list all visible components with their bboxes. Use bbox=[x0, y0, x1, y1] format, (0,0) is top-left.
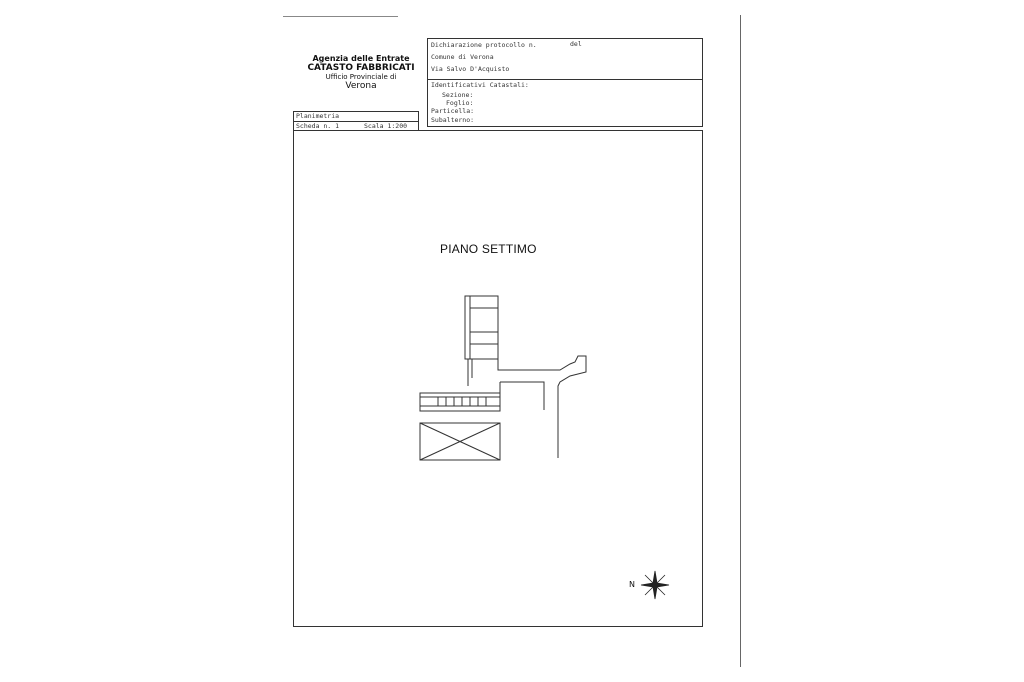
scan-mark-right-edge bbox=[740, 15, 741, 667]
cadastral-ids-title: Identificativi Catastali: bbox=[431, 81, 529, 89]
balcony-railing bbox=[420, 393, 500, 411]
comune-label: Comune di Verona bbox=[431, 53, 494, 61]
declaration-divider bbox=[428, 79, 702, 80]
scala-label: Scala 1:200 bbox=[364, 122, 408, 130]
scan-mark-top bbox=[283, 16, 398, 17]
office-city: Verona bbox=[345, 81, 377, 91]
north-label: N bbox=[629, 580, 635, 589]
floor-plan-drawing bbox=[410, 290, 600, 465]
planimetria-box bbox=[293, 111, 419, 131]
sezione-label: Sezione: bbox=[442, 91, 474, 99]
floor-title: PIANO SETTIMO bbox=[440, 242, 537, 256]
registry-name: CATASTO FABBRICATI bbox=[307, 63, 415, 73]
planimetria-label: Planimetria bbox=[296, 112, 340, 120]
agency-name: Agenzia delle Entrate bbox=[312, 54, 410, 63]
protocol-label: Dichiarazione protocollo n. bbox=[431, 41, 537, 49]
subalterno-label: Subalterno: bbox=[431, 116, 475, 124]
declaration-box bbox=[427, 38, 703, 127]
particella-label: Particella: bbox=[431, 107, 475, 115]
via-label: Via Salvo D'Acquisto bbox=[431, 65, 510, 73]
agency-header bbox=[296, 54, 426, 91]
office-label: Ufficio Provinciale di bbox=[325, 73, 397, 81]
corridor-outline bbox=[498, 356, 586, 458]
scheda-label: Scheda n. 1 bbox=[296, 122, 340, 130]
foglio-label: Foglio: bbox=[446, 99, 474, 107]
compass-rose-icon bbox=[640, 570, 670, 600]
protocol-date-label: del bbox=[570, 40, 582, 48]
